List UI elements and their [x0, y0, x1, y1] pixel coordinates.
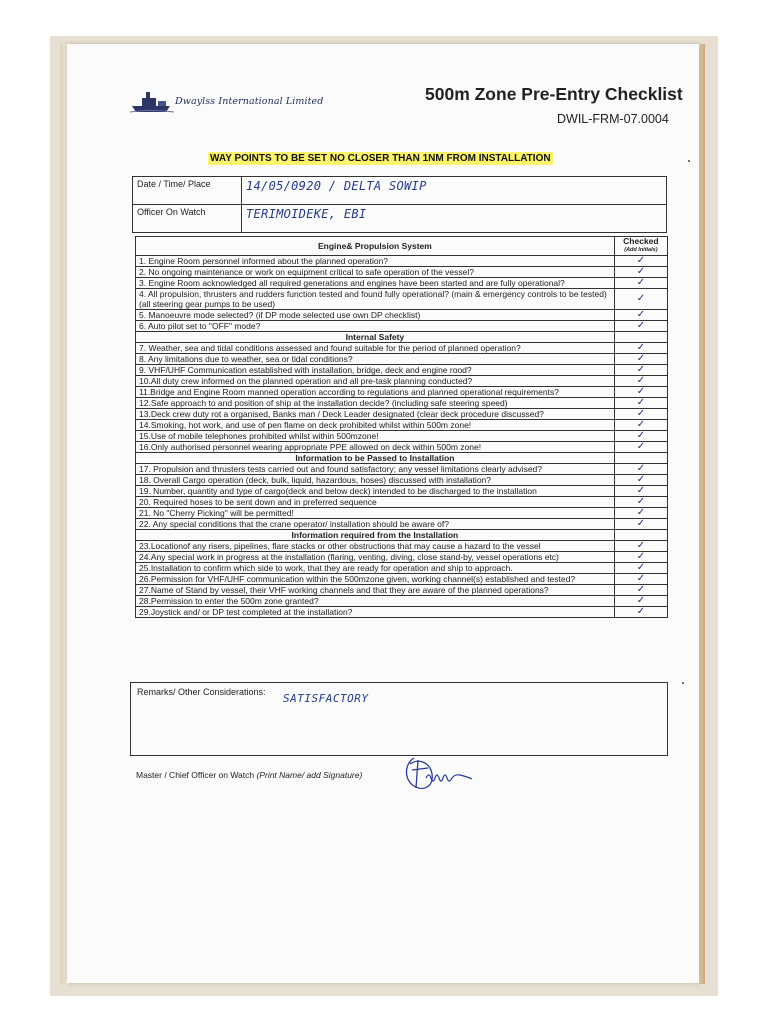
checkmark-cell[interactable]	[614, 310, 667, 321]
checklist-item-row	[136, 574, 668, 585]
waypoint-notice: WAY POINTS TO BE SET NO CLOSER THAN 1NM FROM INSTALLATION	[210, 153, 551, 164]
officer-field[interactable]	[242, 205, 667, 233]
checklist-item-text: 10.All duty crew informed on the planned operation and all pre-task planning conducted?	[136, 376, 615, 387]
section-title: Information required from the Installation	[136, 530, 615, 541]
checklist-item-row	[136, 321, 668, 332]
checklist-item-row	[136, 519, 668, 530]
checkmark-icon: ✓	[636, 397, 646, 408]
checklist-item-text: 5. Manoeuvre mode selected? (if DP mode selected use own DP checklist)	[136, 310, 615, 321]
checkmark-icon: ✓	[636, 293, 646, 304]
checklist-item-row	[136, 596, 668, 607]
checkmark-icon: ✓	[636, 573, 646, 584]
checklist-item-row	[136, 508, 668, 519]
section-title: Internal Safety	[136, 332, 615, 343]
officer-value: TERIMOIDEKE, EBI	[246, 207, 367, 221]
checkmark-icon: ✓	[636, 255, 646, 266]
checklist-item-text: 20. Required hoses to be sent down and in preferred sequence	[136, 497, 615, 508]
checkmark-cell[interactable]	[614, 365, 667, 376]
checklist-item-row	[136, 343, 668, 354]
checklist-item-row	[136, 464, 668, 475]
checkmark-icon: ✓	[636, 606, 646, 617]
checkmark-icon: ✓	[636, 364, 646, 375]
checkmark-cell[interactable]	[614, 343, 667, 354]
checkmark-icon: ✓	[636, 496, 646, 507]
checklist-item-row	[136, 607, 668, 618]
checkmark-icon: ✓	[636, 266, 646, 277]
info-row-date	[133, 177, 667, 205]
checklist-item-text: 27.Name of Stand by vessel, their VHF working channels and that they are aware of the planned operations?	[136, 585, 615, 596]
checklist-item-text: 9. VHF/UHF Communication established with installation, bridge, deck and engine rood?	[136, 365, 615, 376]
checklist-item-row	[136, 267, 668, 278]
checkmark-cell[interactable]	[614, 519, 667, 530]
info-row-officer	[133, 205, 667, 233]
checklist-item-text: 15.Use of mobile telephones prohibited whilst within 500mzone!	[136, 431, 615, 442]
officer-label: Officer On Watch	[133, 205, 242, 233]
checklist-item-text: 1. Engine Room personnel informed about the planned operation?	[136, 256, 615, 267]
checklist-item-text: 7. Weather, sea and tidal conditions assessed and found suitable for the period of planned operation?	[136, 343, 615, 354]
checklist-item-text: 21. No "Cherry Picking" will be permitted!	[136, 508, 615, 519]
checkmark-icon: ✓	[636, 441, 646, 452]
form-code: DWIL-FRM-07.0004	[557, 112, 669, 126]
checkmark-cell[interactable]	[614, 442, 667, 453]
checkmark-cell[interactable]	[614, 420, 667, 431]
signature-label	[136, 770, 362, 780]
checkmark-icon: ✓	[636, 485, 646, 496]
checklist-item-text: 14.Smoking, hot work, and use of pen flame on deck prohibited whilst within 500m zone!	[136, 420, 615, 431]
checklist-item-text: 12.Safe approach to and position of ship at the installation decide? (including safe steering speed)	[136, 398, 615, 409]
checkmark-cell[interactable]	[614, 278, 667, 289]
checkmark-icon: ✓	[636, 353, 646, 364]
page-speck	[682, 682, 684, 684]
page-speck	[688, 160, 690, 162]
checkmark-icon: ✓	[636, 277, 646, 288]
checkmark-cell[interactable]	[614, 607, 667, 618]
checklist-item-row	[136, 354, 668, 365]
handwritten-signature	[400, 750, 490, 796]
signature-label-text: Master / Chief Officer on Watch	[136, 770, 255, 780]
checklist-table	[135, 236, 668, 618]
checkmark-cell[interactable]	[614, 256, 667, 267]
checkmark-icon: ✓	[636, 551, 646, 562]
checklist-body	[136, 256, 668, 618]
checkmark-icon: ✓	[636, 518, 646, 529]
date-field[interactable]	[242, 177, 667, 205]
checklist-item-row	[136, 310, 668, 321]
checkmark-cell[interactable]	[614, 563, 667, 574]
checklist-item-text: 17. Propulsion and thrusters tests carried out and found satisfactory; any vessel limitations clearly advised?	[136, 464, 615, 475]
remarks-value: SATISFACTORY	[283, 692, 369, 705]
checklist-item-row	[136, 497, 668, 508]
checklist-item-text: 13.Deck crew duty rot a organised, Banks man / Deck Leader designated (clear deck procedure discussed?	[136, 409, 615, 420]
checkmark-cell[interactable]	[614, 398, 667, 409]
checklist-item-row	[136, 552, 668, 563]
checkmark-icon: ✓	[636, 375, 646, 386]
checklist-item-text: 4. All propulsion, thrusters and rudders function tested and found fully operational? (main & emergency controls to be tested) (all steering gear pumps to be used)	[136, 289, 615, 310]
checklist-item-row	[136, 398, 668, 409]
checkmark-icon: ✓	[636, 408, 646, 419]
section-check-cell	[614, 332, 667, 343]
checklist-item-row	[136, 256, 668, 267]
checklist-item-text: 22. Any special conditions that the crane operator/ installation should be aware of?	[136, 519, 615, 530]
checkmark-cell[interactable]	[614, 585, 667, 596]
section-title: Information to be Passed to Installation	[136, 453, 615, 464]
info-table	[132, 176, 667, 233]
checkmark-cell[interactable]	[614, 486, 667, 497]
checkmark-cell[interactable]	[614, 475, 667, 486]
checklist-item-row	[136, 387, 668, 398]
checkmark-icon: ✓	[636, 430, 646, 441]
checklist-item-text: 26.Permission for VHF/UHF communication within the 500mzone given, working channel(s) established and tested?	[136, 574, 615, 585]
checklist-item-row	[136, 563, 668, 574]
checkmark-cell[interactable]	[614, 574, 667, 585]
checkmark-icon: ✓	[636, 507, 646, 518]
checklist-header-row	[136, 237, 668, 256]
checklist-item-row	[136, 289, 668, 310]
checkmark-cell[interactable]	[614, 376, 667, 387]
checklist-item-row	[136, 365, 668, 376]
checkmark-cell[interactable]	[614, 541, 667, 552]
checklist-item-text: 16.Only authorised personnel wearing appropriate PPE allowed on deck within 500m zone!	[136, 442, 615, 453]
checklist-item-text: 24.Any special work in progress at the installation (flaring, venting, diving, close stand-by, vessel operations etc)	[136, 552, 615, 563]
checkmark-icon: ✓	[636, 463, 646, 474]
checklist-item-text: 18. Overall Cargo operation (deck, bulk, liquid, hazardous, hoses) discussed with installation?	[136, 475, 615, 486]
date-label: Date / Time/ Place	[133, 177, 242, 205]
checklist-item-row	[136, 585, 668, 596]
section-header-row	[136, 453, 668, 464]
checklist-item-row	[136, 376, 668, 387]
checkmark-cell[interactable]	[614, 464, 667, 475]
remarks-box[interactable]	[130, 682, 668, 756]
checklist-item-row	[136, 486, 668, 497]
checkmark-cell[interactable]	[614, 431, 667, 442]
checkmark-icon: ✓	[636, 419, 646, 430]
page-title: 500m Zone Pre-Entry Checklist	[425, 84, 683, 104]
checklist-item-text: 19. Number, quantity and type of cargo(deck and below deck) intended to be discharged to the installation	[136, 486, 615, 497]
section-check-cell	[614, 530, 667, 541]
checkmark-icon: ✓	[636, 474, 646, 485]
date-value: 14/05/0920 / DELTA SOWIP	[246, 179, 427, 193]
checkmark-cell[interactable]	[614, 508, 667, 519]
checkmark-icon: ✓	[636, 320, 646, 331]
checklist-item-text: 28.Permission to enter the 500m zone granted?	[136, 596, 615, 607]
checklist-item-row	[136, 431, 668, 442]
checklist-item-text: 2. No ongoing maintenance or work on equipment critical to safe operation of the vessel?	[136, 267, 615, 278]
checkmark-cell[interactable]	[614, 387, 667, 398]
checklist-item-text: 6. Auto pilot set to "OFF" mode?	[136, 321, 615, 332]
section-check-cell	[614, 453, 667, 464]
checkmark-icon: ✓	[636, 584, 646, 595]
checkmark-cell[interactable]	[614, 321, 667, 332]
remarks-label: Remarks/ Other Considerations:	[137, 687, 266, 697]
checklist-item-text: 25.Installation to confirm which side to work, that they are ready for operation and ship to approach.	[136, 563, 615, 574]
checkmark-cell[interactable]	[614, 289, 667, 310]
checked-column-header	[614, 237, 667, 256]
checkmark-cell[interactable]	[614, 409, 667, 420]
checklist-item-text: 3. Engine Room acknowledged all required generations and engines have been started and are fully operational?	[136, 278, 615, 289]
section-header-row	[136, 332, 668, 343]
checkmark-cell[interactable]	[614, 267, 667, 278]
checkmark-icon: ✓	[636, 309, 646, 320]
section-header-row	[136, 530, 668, 541]
checkmark-icon: ✓	[636, 595, 646, 606]
company-name: Dwaylss International Limited	[175, 96, 324, 107]
checkmark-cell[interactable]	[614, 497, 667, 508]
checklist-item-text: 23.Locationof any risers, pipelines, flare stacks or other obstructions that may cause a hazard to the vessel	[136, 541, 615, 552]
checked-header-label: Checked	[623, 236, 659, 246]
checked-header-sub: (Add Initials)	[624, 247, 658, 253]
checklist-item-row	[136, 541, 668, 552]
checklist-item-row	[136, 409, 668, 420]
checkmark-icon: ✓	[636, 342, 646, 353]
checklist-header-title: Engine& Propulsion System	[136, 237, 615, 256]
checkmark-cell[interactable]	[614, 354, 667, 365]
checkmark-icon: ✓	[636, 540, 646, 551]
checklist-item-row	[136, 442, 668, 453]
checkmark-icon: ✓	[636, 562, 646, 573]
checkmark-cell[interactable]	[614, 596, 667, 607]
signature-label-hint: (Print Name/ add Signature)	[256, 770, 363, 780]
checklist-item-row	[136, 278, 668, 289]
checklist-item-text: 11.Bridge and Engine Room manned operation according to regulations and planned operational requirements?	[136, 387, 615, 398]
checklist-item-row	[136, 475, 668, 486]
checklist-item-text: 29.Joystick and/ or DP test completed at the installation?	[136, 607, 615, 618]
checklist-item-text: 8. Any limitations due to weather, sea or tidal conditions?	[136, 354, 615, 365]
checkmark-cell[interactable]	[614, 552, 667, 563]
checkmark-icon: ✓	[636, 386, 646, 397]
checklist-item-row	[136, 420, 668, 431]
